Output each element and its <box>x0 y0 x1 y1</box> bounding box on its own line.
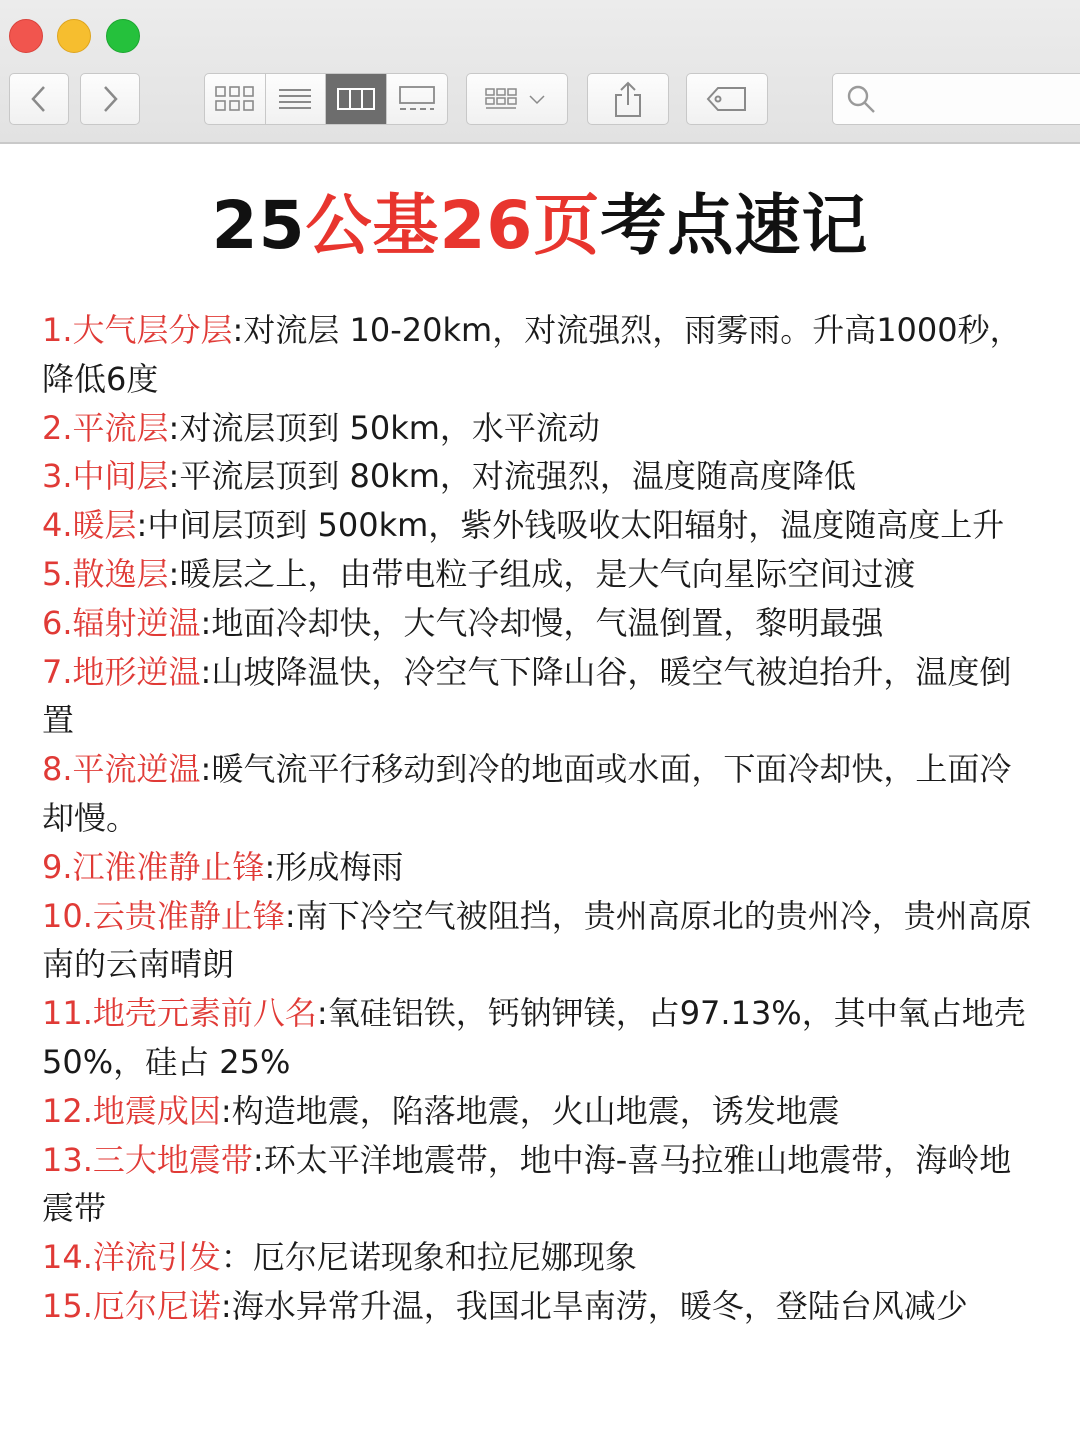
item-heading: 暖层 <box>72 506 137 545</box>
item-heading: 大气层分层 <box>72 311 233 349</box>
search-field[interactable] <box>832 73 1080 125</box>
item-heading: 散逸层 <box>72 554 169 593</box>
item-text: :氧硅铝铁，钙钠钾镁，占97.13%，其中氧占地壳 50%，硅占 25% <box>42 994 1026 1081</box>
item-number: 10. <box>42 896 93 935</box>
list-item <box>42 1282 1042 1331</box>
title-part-1: 25 <box>211 187 306 264</box>
item-number: 8. <box>42 750 73 789</box>
item-number: 5. <box>42 554 73 593</box>
item-number: 3. <box>42 457 73 496</box>
list-item <box>42 550 1042 599</box>
key-points-list <box>42 306 1042 1331</box>
item-heading: 平流逆温 <box>72 750 201 789</box>
tag-button[interactable] <box>686 73 768 125</box>
item-number: 9. <box>42 847 73 886</box>
cover-flow-view-button[interactable] <box>387 74 447 124</box>
item-number: 14. <box>42 1238 93 1277</box>
list-item <box>42 501 1042 550</box>
list-item <box>42 1136 1042 1234</box>
item-text: :南下冷空气被阻挡，贵州高原北的贵州冷，贵州高原南的云南晴朗 <box>42 896 1032 984</box>
item-heading: 地形逆温 <box>72 652 201 691</box>
column-view-button[interactable] <box>326 74 387 124</box>
minimize-window-button[interactable] <box>57 19 91 53</box>
close-window-button[interactable] <box>9 19 43 53</box>
item-heading: 地震成因 <box>92 1091 221 1130</box>
share-button[interactable] <box>587 73 669 125</box>
zoom-window-button[interactable] <box>106 19 140 53</box>
item-text: :对流层顶到 50km，水平流动 <box>168 408 600 447</box>
item-text: ：厄尔尼诺现象和拉尼娜现象 <box>220 1238 637 1277</box>
item-heading: 云贵准静止锋 <box>92 896 285 935</box>
chevron-left-icon <box>28 84 50 114</box>
list-item <box>42 843 1042 892</box>
list-item <box>42 745 1042 843</box>
item-heading: 中间层 <box>72 457 169 496</box>
item-heading: 地壳元素前八名 <box>92 994 317 1033</box>
item-text: :山坡降温快，冷空气下降山谷，暖空气被迫抬升，温度倒置 <box>42 652 1012 740</box>
forward-button[interactable] <box>80 73 140 125</box>
item-heading: 厄尔尼诺 <box>92 1286 221 1325</box>
item-text: :平流层顶到 80km，对流强烈，温度随高度降低 <box>168 457 856 496</box>
item-heading: 洋流引发 <box>92 1238 221 1277</box>
item-number: 6. <box>42 603 73 642</box>
back-button[interactable] <box>9 73 69 125</box>
page-title <box>0 186 1080 266</box>
item-number: 7. <box>42 652 73 691</box>
list-item <box>42 599 1042 648</box>
item-number: 11. <box>42 994 93 1033</box>
list-item <box>42 648 1042 746</box>
title-part-5: 考点速记 <box>600 187 869 264</box>
cover-flow-icon <box>397 85 437 113</box>
list-view-button[interactable] <box>266 74 327 124</box>
item-text: :形成梅雨 <box>264 847 404 886</box>
list-item <box>42 452 1042 501</box>
item-text: :海水异常升温，我国北旱南涝，暖冬，登陆台风减少 <box>220 1286 968 1325</box>
tag-icon <box>705 85 749 113</box>
list-item <box>42 404 1042 453</box>
list-icon <box>277 86 313 112</box>
share-icon <box>611 79 645 119</box>
list-item <box>42 306 1042 404</box>
chevron-right-icon <box>99 84 121 114</box>
item-heading: 辐射逆温 <box>72 603 201 642</box>
item-heading: 江淮准静止锋 <box>72 847 265 886</box>
arrange-menu-icon <box>482 85 552 113</box>
list-item <box>42 1233 1042 1282</box>
window-toolbar <box>0 0 1080 144</box>
item-number: 2. <box>42 408 73 447</box>
list-item <box>42 989 1042 1087</box>
item-text: :环太平洋地震带，地中海-喜马拉雅山地震带，海岭地震带 <box>42 1140 1012 1228</box>
document-content <box>0 146 1080 1443</box>
item-number: 13. <box>42 1140 93 1179</box>
search-icon <box>845 83 877 115</box>
item-text: :暖层之上，由带电粒子组成，是大气向星际空间过渡 <box>168 554 916 593</box>
item-text: :构造地震，陷落地震，火山地震，诱发地震 <box>220 1091 840 1130</box>
list-item <box>42 892 1042 990</box>
item-number: 15. <box>42 1286 93 1325</box>
list-item <box>42 1087 1042 1136</box>
grid-icon <box>214 85 256 113</box>
item-text: :暖气流平行移动到冷的地面或水面，下面冷却快，上面冷却慢。 <box>42 750 1012 837</box>
title-part-3: 26 <box>439 187 534 264</box>
item-number: 12. <box>42 1091 93 1130</box>
item-text: :中间层顶到 500km，紫外钱吸收太阳辐射，温度随高度上升 <box>136 506 1005 545</box>
item-number: 1. <box>42 311 73 349</box>
item-number: 4. <box>42 506 73 545</box>
item-text: :地面冷却快，大气冷却慢，气温倒置，黎明最强 <box>200 603 884 642</box>
columns-icon <box>336 86 376 112</box>
arrange-button[interactable] <box>466 73 568 125</box>
view-mode-control[interactable] <box>204 73 448 125</box>
title-part-2: 公基 <box>305 187 440 264</box>
title-part-4: 页 <box>533 187 601 264</box>
item-heading: 三大地震带 <box>92 1140 253 1179</box>
item-text: :对流层 10-20km，对流强烈，雨雾雨。升高1000秒，降低6度 <box>42 311 1022 398</box>
icon-view-button[interactable] <box>205 74 266 124</box>
item-heading: 平流层 <box>72 408 169 447</box>
